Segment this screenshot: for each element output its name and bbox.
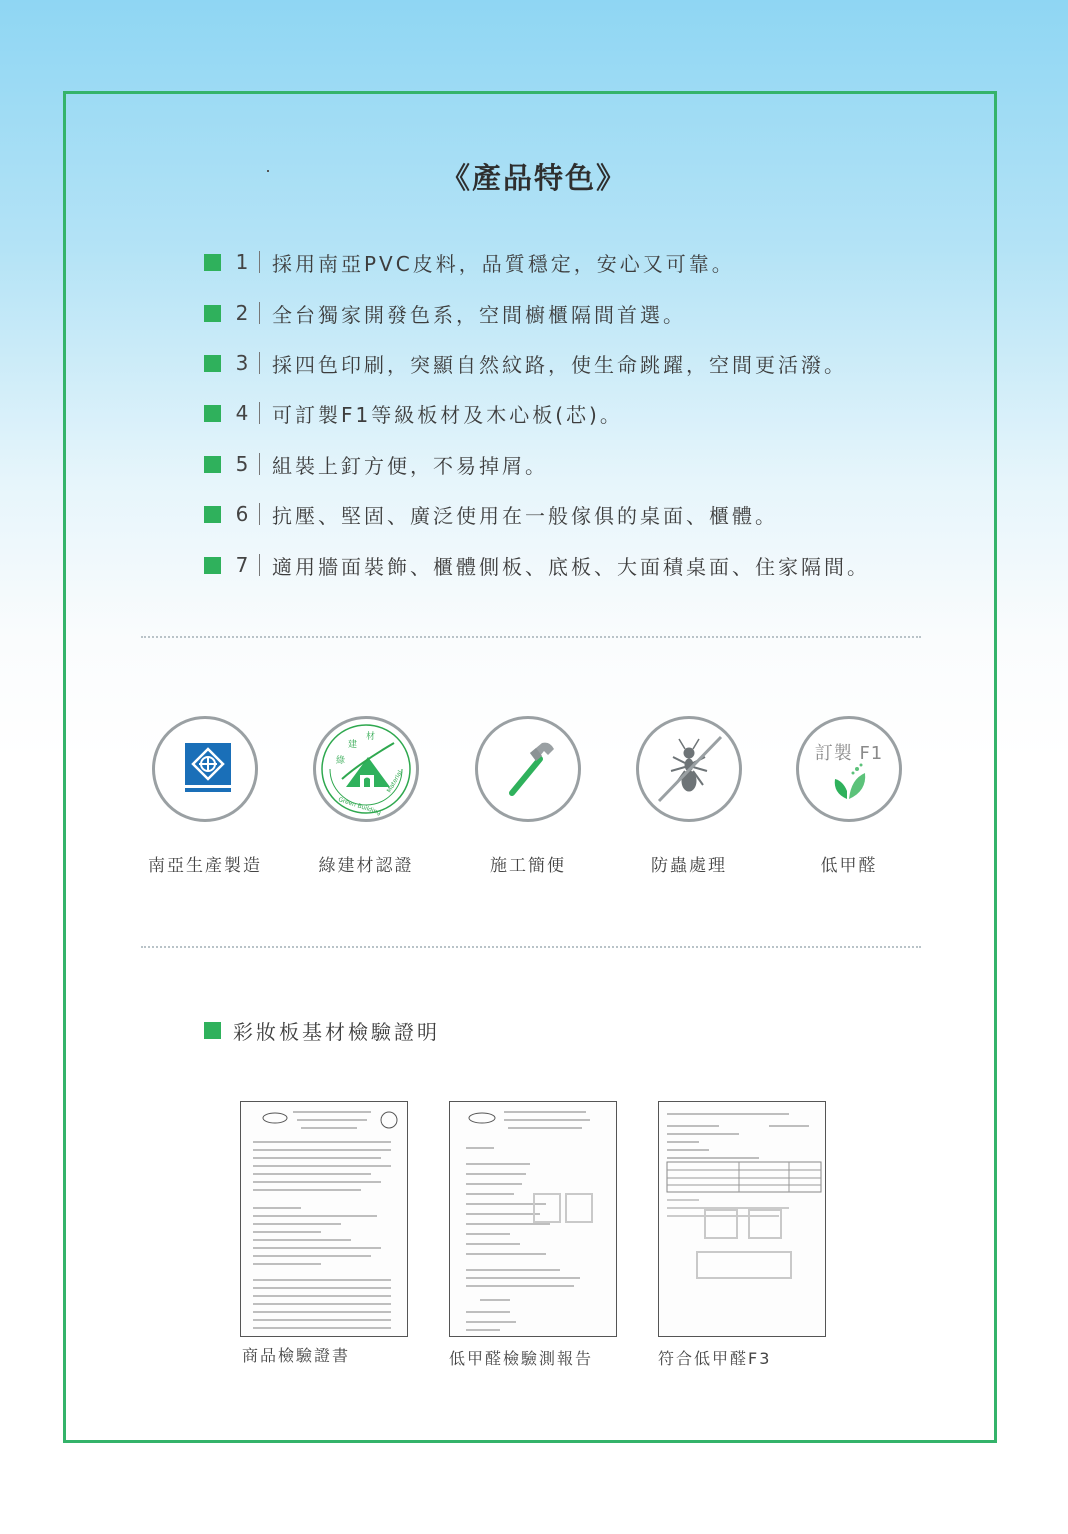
feature-item-7	[204, 547, 870, 583]
divider	[259, 251, 260, 273]
feature-text: 採用南亞PVC皮料，品質穩定，安心又可靠。	[272, 251, 735, 276]
feature-item-3	[204, 345, 847, 381]
badge-label-insect-proof: 防蟲處理	[651, 856, 727, 876]
bullet-square-icon	[204, 305, 221, 322]
badge-label-green-building: 綠建材認證	[318, 856, 414, 876]
feature-text: 組裝上釘方便，不易掉屑。	[272, 453, 548, 478]
svg-text:綠: 綠	[336, 756, 346, 766]
bullet-square-icon	[204, 355, 221, 372]
bullet-square-icon	[204, 456, 221, 473]
feature-text: 適用牆面裝飾、櫃體側板、底板、大面積桌面、住家隔間。	[272, 554, 870, 579]
feature-text: 採四色印刷，突顯自然紋路，使生命跳躍，空間更活潑。	[272, 352, 847, 377]
feature-item-2	[204, 295, 686, 331]
feature-item-1	[204, 244, 735, 280]
divider	[259, 554, 260, 576]
certificate-document-1	[240, 1101, 408, 1337]
hammer-icon	[478, 719, 578, 819]
bullet-square-icon	[204, 1022, 221, 1039]
bullet-square-icon	[204, 506, 221, 523]
construction-badge	[475, 716, 581, 822]
certificate-label-1: 商品檢驗證書	[242, 1346, 351, 1365]
feature-number: 3	[235, 351, 249, 375]
insect-proof-badge	[636, 716, 742, 822]
feature-number: 4	[235, 401, 249, 425]
leaf-icon	[799, 719, 899, 819]
dotted-divider	[141, 946, 921, 948]
svg-text:Material: Material	[385, 769, 404, 794]
feature-text: 可訂製F1等級板材及木心板(芯)。	[272, 402, 623, 427]
nanya-logo-icon	[155, 719, 255, 819]
green-building-badge	[313, 716, 419, 822]
nanya-badge	[152, 716, 258, 822]
badge-label-construction: 施工簡便	[490, 856, 566, 876]
certificate-heading	[204, 1016, 440, 1045]
certificate-thumbnail-icon	[241, 1102, 408, 1337]
page-title: 《產品特色》	[440, 161, 627, 195]
feature-item-6	[204, 496, 778, 532]
feature-item-4	[204, 395, 623, 431]
no-insect-icon	[639, 719, 739, 819]
green-building-material-icon	[316, 719, 416, 819]
divider	[259, 503, 260, 525]
dotted-divider	[141, 636, 921, 638]
svg-text:Green Building: Green Building	[337, 796, 382, 817]
certificate-label-3: 符合低甲醛F3	[658, 1349, 772, 1368]
feature-number: 1	[235, 250, 249, 274]
divider	[259, 302, 260, 324]
low-formaldehyde-badge	[796, 716, 902, 822]
divider	[259, 402, 260, 424]
f1-custom-text: 訂製 F1	[814, 743, 884, 764]
certificate-document-2	[449, 1101, 617, 1337]
badge-label-low-formaldehyde: 低甲醛	[820, 856, 878, 876]
divider	[259, 453, 260, 475]
feature-item-5	[204, 446, 548, 482]
certificate-label-2: 低甲醛檢驗測報告	[449, 1349, 594, 1368]
divider	[259, 352, 260, 374]
feature-number: 7	[235, 553, 249, 577]
f3-report-thumbnail-icon	[659, 1102, 826, 1337]
feature-text: 抗壓、堅固、廣泛使用在一般傢俱的桌面、櫃體。	[272, 503, 778, 528]
certificate-heading-text: 彩妝板基材檢驗證明	[233, 1020, 440, 1044]
feature-text: 全台獨家開發色系，空間櫥櫃隔間首選。	[272, 302, 686, 327]
certificate-document-3	[658, 1101, 826, 1337]
bullet-square-icon	[204, 405, 221, 422]
feature-number: 6	[235, 502, 249, 526]
bullet-square-icon	[204, 254, 221, 271]
svg-text:建: 建	[348, 740, 358, 750]
feature-number: 5	[235, 452, 249, 476]
badge-label-nanya: 南亞生產製造	[148, 856, 262, 876]
bullet-square-icon	[204, 557, 221, 574]
svg-text:材: 材	[366, 732, 376, 742]
test-report-thumbnail-icon	[450, 1102, 617, 1337]
feature-number: 2	[235, 301, 249, 325]
